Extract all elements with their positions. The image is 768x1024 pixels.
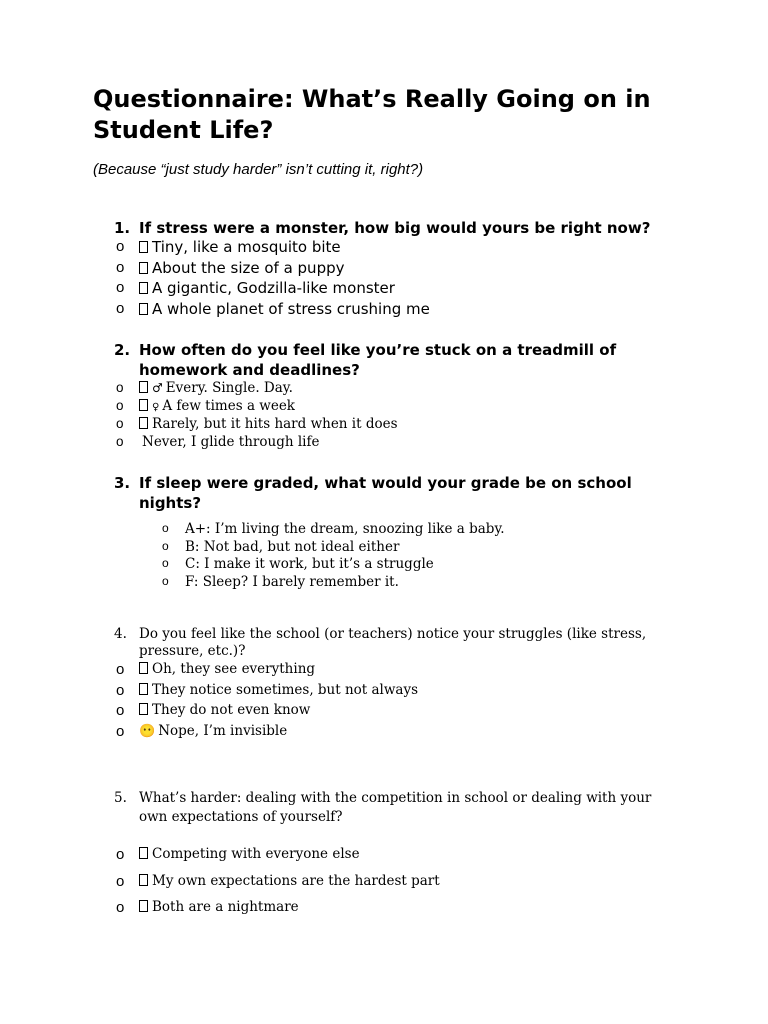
option-4c[interactable]: o They do not even know <box>116 702 311 719</box>
question-3 <box>0 473 768 591</box>
option-1d[interactable]: o A whole planet of stress crushing me <box>116 299 430 318</box>
question-text: If stress were a monster, how big would yours be right now? <box>139 219 651 237</box>
box-icon <box>139 303 148 315</box>
box-icon <box>139 381 148 393</box>
bullet: o <box>162 521 169 535</box>
option-4d[interactable]: o 😶 Nope, I’m invisible <box>116 722 288 740</box>
option-3b[interactable]: o B: Not bad, but not ideal either <box>162 538 400 555</box>
bullet: o <box>116 681 125 699</box>
box-icon <box>139 703 148 715</box>
box-icon <box>139 900 148 912</box>
question-text: If sleep were graded, what would your grade be on school nights? <box>139 474 632 512</box>
bullet: o <box>162 573 169 588</box>
box-icon <box>139 282 148 294</box>
option-1b[interactable]: o About the size of a puppy <box>116 258 345 277</box>
box-icon <box>139 847 148 859</box>
option-1a[interactable]: o Tiny, like a mosquito bite <box>116 238 341 256</box>
option-2a[interactable]: o ♂ Every. Single. Day. <box>116 380 293 396</box>
box-icon <box>139 683 148 695</box>
box-icon <box>139 417 148 429</box>
bullet: o <box>116 702 125 719</box>
option-3c[interactable]: o C: I make it work, but it’s a struggle <box>162 556 434 572</box>
question-number: 3. <box>114 474 131 492</box>
option-1c[interactable]: o A gigantic, Godzilla-like monster <box>116 279 395 297</box>
box-icon <box>139 874 148 886</box>
box-icon <box>139 241 148 253</box>
question-4 <box>0 626 768 743</box>
option-5c[interactable]: o Both are a nightmare <box>116 899 299 916</box>
option-3a[interactable]: o A+: I’m living the dream, snoozing like a baby. <box>162 521 505 537</box>
bullet: o <box>116 238 125 255</box>
option-2b[interactable]: o ♀ A few times a week <box>116 398 295 414</box>
bullet: o <box>116 398 124 413</box>
question-number: 4. <box>114 626 127 642</box>
bullet: o <box>116 380 124 395</box>
bullet: o <box>116 899 125 916</box>
option-4a[interactable]: o Oh, they see everything <box>116 661 316 678</box>
question-text: How often do you feel like you’re stuck on a treadmill of homework and deadlines? <box>139 341 617 379</box>
option-4b[interactable]: o They notice sometimes, but not always <box>116 681 419 699</box>
bullet: o <box>116 299 125 317</box>
bullet: o <box>116 258 125 276</box>
question-number: 1. <box>114 219 131 237</box>
bullet: o <box>116 722 125 740</box>
question-text: What’s harder: dealing with the competition in school or dealing with your own expectations of yourself? <box>139 790 652 825</box>
option-2d[interactable]: o Never, I glide through life <box>116 434 320 450</box>
question-text: Do you feel like the school (or teachers) notice your struggles (like stress, pressure, etc.)? <box>139 626 647 659</box>
box-icon <box>139 399 148 411</box>
bullet: o <box>116 846 125 863</box>
option-3d[interactable]: o F: Sleep? I barely remember it. <box>162 573 399 590</box>
bullet: o <box>116 661 125 678</box>
option-5a[interactable]: o Competing with everyone else <box>116 846 360 863</box>
question-number: 2. <box>114 341 131 359</box>
bullet: o <box>116 872 125 890</box>
option-5b[interactable]: o My own expectations are the hardest part <box>116 872 440 890</box>
bullet: o <box>162 556 169 570</box>
bullet: o <box>162 538 169 553</box>
bullet: o <box>116 434 124 449</box>
page-title: Questionnaire: What’s Really Going on in Student Life? <box>93 85 651 144</box>
bullet: o <box>116 279 125 296</box>
question-number: 5. <box>114 790 127 806</box>
female-symbol-icon: ♀ <box>152 402 160 413</box>
option-2c[interactable]: o Rarely, but it hits hard when it does <box>116 416 398 432</box>
question-5 <box>0 789 768 926</box>
box-icon <box>139 662 148 674</box>
box-icon <box>139 262 148 274</box>
question-1 <box>0 218 768 320</box>
bullet: o <box>116 416 124 431</box>
male-symbol-icon: ♂ <box>152 381 163 395</box>
page-subtitle: (Because “just study harder” isn’t cutting it, right?) <box>93 161 424 178</box>
question-2 <box>0 340 768 452</box>
face-icon: 😶 <box>139 723 156 739</box>
